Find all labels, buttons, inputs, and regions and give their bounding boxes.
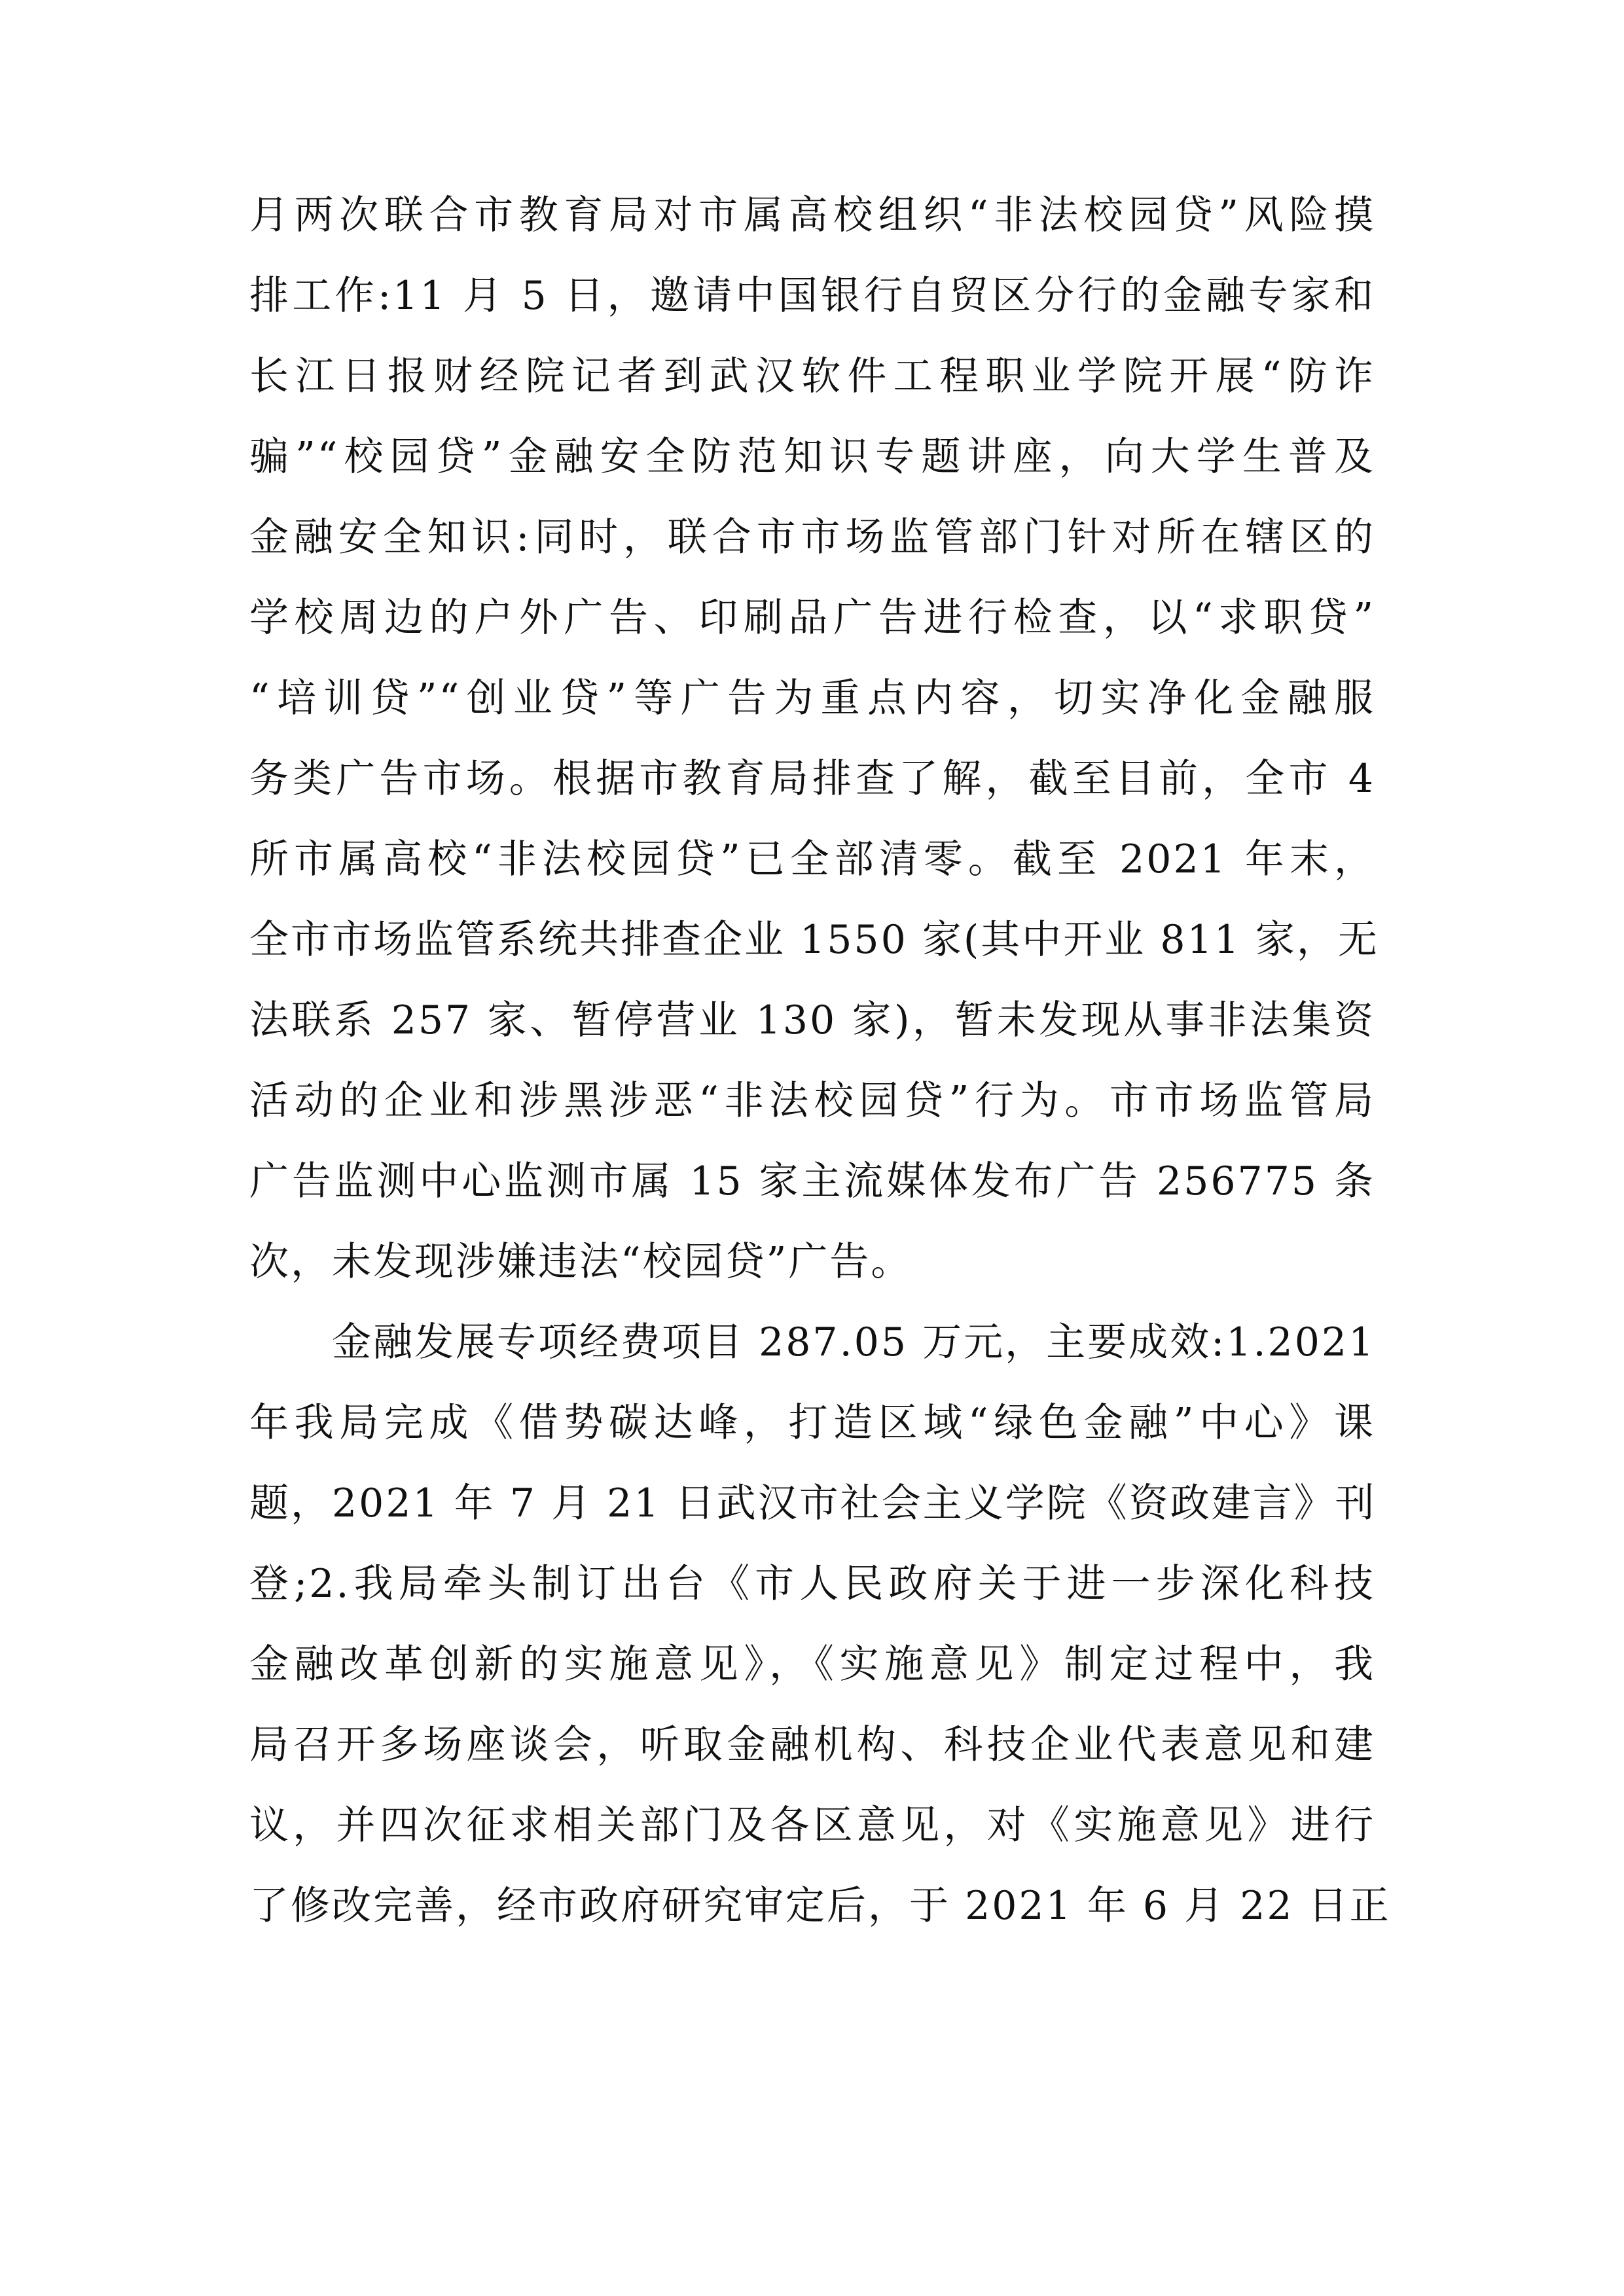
paragraph-line: 学校周边的户外广告、印刷品广告进行检查，以“求职贷”: [249, 595, 1375, 641]
paragraph-line: 长江日报财经院记者到武汉软件工程职业学院开展“防诈: [249, 353, 1375, 399]
paragraph-line: 所市属高校“非法校园贷”已全部清零。截至 2021 年末，: [249, 836, 1375, 882]
paragraph-line: 题，2021 年 7 月 21 日武汉市社会主义学院《资政建言》刊: [249, 1480, 1377, 1526]
paragraph-line: 金融发展专项经费项目 287.05 万元，主要成效:1.2021: [332, 1319, 1376, 1365]
paragraph-line: 全市市场监管系统共排查企业 1550 家(其中开业 811 家，无: [249, 917, 1379, 963]
paragraph-line: 议，并四次征求相关部门及各区意见，对《实施意见》进行: [249, 1803, 1375, 1848]
paragraph-line: 局召开多场座谈会，听取金融机构、科技企业代表意见和建: [249, 1722, 1375, 1768]
paragraph-2: [249, 1302, 1391, 1946]
paragraph-line: 金融改革创新的实施意见》，《实施意见》制定过程中，我: [249, 1641, 1375, 1687]
paragraph-line: 月两次联合市教育局对市属高校组织“非法校园贷”风险摸: [249, 192, 1375, 238]
paragraph-line: 务类广告市场。根据市教育局排查了解，截至目前，全市 4: [249, 756, 1375, 802]
paragraph-line: 金融安全知识:同时，联合市市场监管部门针对所在辖区的: [249, 514, 1375, 560]
paragraph-line: 登;2.我局牵头制订出台《市人民政府关于进一步深化科技: [249, 1561, 1375, 1607]
paragraph-line: 年我局完成《借势碳达峰，打造区域“绿色金融”中心》课: [249, 1400, 1375, 1446]
paragraph-line: 了修改完善，经市政府研究审定后，于 2021 年 6 月 22 日正: [249, 1883, 1391, 1929]
paragraph-line: 骗”“校园贷”金融安全防范知识专题讲座，向大学生普及: [249, 434, 1375, 480]
paragraph-1: [249, 175, 1379, 1302]
paragraph-line: 广告监测中心监测市属 15 家主流媒体发布广告 256775 条: [249, 1158, 1375, 1204]
body-text: [249, 175, 1391, 1946]
paragraph-line: 活动的企业和涉黑涉恶“非法校园贷”行为。市市场监管局: [249, 1078, 1375, 1124]
paragraph-line: 法联系 257 家、暂停营业 130 家)，暂未发现从事非法集资: [249, 997, 1375, 1043]
paragraph-line: 排工作:11 月 5 日，邀请中国银行自贸区分行的金融专家和: [249, 273, 1375, 319]
paragraph-line: “培训贷”“创业贷”等广告为重点内容，切实净化金融服: [249, 675, 1375, 721]
paragraph-line: 次，未发现涉嫌违法“校园贷”广告。: [249, 1239, 912, 1285]
